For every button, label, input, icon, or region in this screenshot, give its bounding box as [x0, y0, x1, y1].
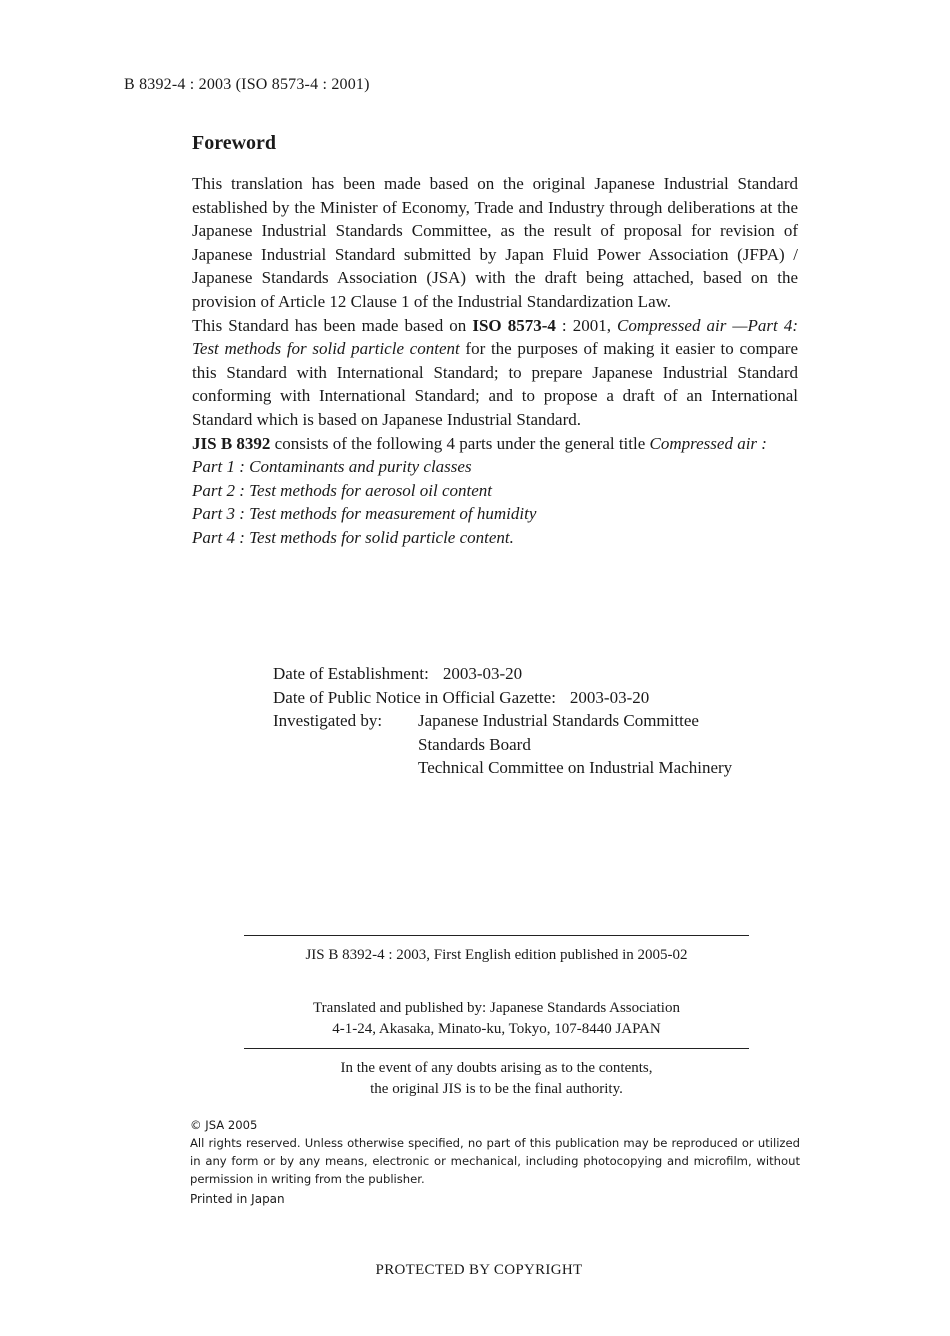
copyright-notice: © JSA 2005: [190, 1118, 258, 1132]
establishment-label: Date of Establishment:: [273, 664, 429, 683]
document-designation: B 8392-4 : 2003 (ISO 8573-4 : 2001): [124, 76, 370, 93]
protected-footer: PROTECTED BY COPYRIGHT: [375, 1262, 583, 1278]
publisher-block: [244, 998, 749, 1040]
iso-reference: ISO 8573-4: [472, 315, 556, 335]
foreword-paragraph-2: [192, 314, 798, 432]
edition-line: JIS B 8392-4 : 2003, First English edition published in 2005-02: [305, 947, 688, 963]
doubts-line-1: In the event of any doubts arising as to the contents,: [340, 1060, 653, 1076]
rights-statement: All rights reserved. Unless otherwise specified, no part of this publication may be reproduced or utilized in any form or by any means, electronic or mechanical, including photocopying and microfilm, without permission in writing from the publisher.: [190, 1136, 800, 1186]
doubts-line-2: the original JIS is to be the final authority.: [370, 1081, 623, 1097]
investigated-line-3: Technical Committee on Industrial Machinery: [418, 758, 733, 778]
foreword-paragraph-3: [192, 432, 798, 456]
gazette-label: Date of Public Notice in Official Gazette:: [273, 687, 556, 707]
para3-text: consists of the following 4 parts under the general title: [270, 433, 650, 453]
top-divider: [244, 935, 749, 936]
foreword-paragraph-1: This translation has been made based on the original Japanese Industrial Standard established by the Minister of Economy, Trade and Industry through deliberations at the Japanese Industrial Standards Committee, as the result of proposal for revision of Japanese Industrial Standard submitted by Japan Fluid Power Association (JFPA) / Japanese Standards Association (JSA) with the draft being attached, based on the provision of Article 12 Clause 1 of the Industrial Standardization Law.: [192, 174, 798, 311]
jis-reference: JIS B 8392: [192, 433, 271, 453]
parts-list: [192, 455, 798, 549]
part-item-2: Part 2 : Test methods for aerosol oil content: [192, 480, 493, 500]
translated-line-2: 4-1-24, Akasaka, Minato-ku, Tokyo, 107-8440 JAPAN: [332, 1021, 661, 1037]
para2-prefix: This Standard has been made based on: [192, 315, 473, 335]
establishment-row: [273, 662, 732, 686]
bottom-divider: [244, 1048, 749, 1049]
part-item-3: Part 3 : Test methods for measurement of humidity: [192, 504, 537, 524]
dates-block: [273, 662, 732, 780]
foreword-body: [192, 172, 798, 550]
investigated-line-2: Standards Board: [418, 734, 531, 754]
printed-in: Printed in Japan: [190, 1192, 285, 1206]
iso-title: Compressed air —Part 4: Test methods for solid particle content: [192, 315, 798, 359]
para2-suffix: for the purposes of making it easier to compare this Standard with International Standard; to prepare Japanese Industrial Standard conforming with International Standard; and to propose a draft of an International Standard which is based on Japanese Industrial Standard.: [192, 339, 798, 429]
foreword-title: Foreword: [192, 132, 277, 154]
copyright-block: [190, 1116, 800, 1188]
authority-note: [244, 1058, 749, 1100]
gazette-value: 2003-03-20: [569, 687, 650, 707]
part-item-4: Part 4 : Test methods for solid particle content.: [192, 527, 514, 547]
iso-year: : 2001,: [555, 315, 618, 335]
investigated-label: Investigated by:: [273, 711, 383, 731]
investigated-line-1: Japanese Industrial Standards Committee: [418, 711, 699, 731]
general-title: Compressed air :: [649, 433, 767, 453]
part-item-1: Part 1 : Contaminants and purity classes: [192, 457, 472, 477]
establishment-value: 2003-03-20: [442, 664, 523, 683]
gazette-row: [273, 686, 732, 710]
investigated-row: [273, 709, 732, 733]
translated-line-1: Translated and published by: Japanese Standards Association: [313, 1000, 680, 1016]
